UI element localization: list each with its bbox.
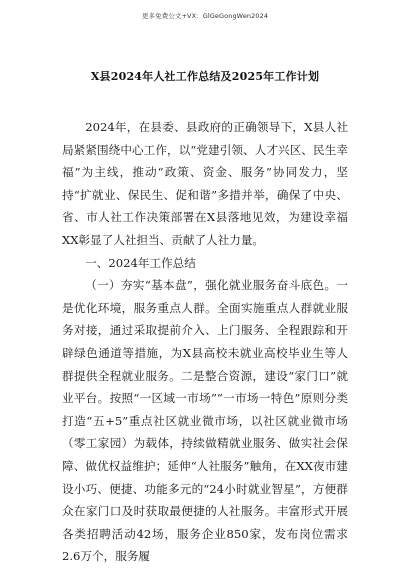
header-note: 更多免费公文+VX：GlGeGongWen2024 — [141, 12, 269, 20]
intro-paragraph: 2024年，在县委、县政府的正确领导下，X县人社局紧紧围绕中心工作，以“党建引领、人才兴区、民生幸福”为主线，推动“政策、资金、服务”协同发力，坚持“扩就业、保民生、促和谐”多措并举，确保了中央、省、市人社工作决策部署在X县落地见效，为建设幸福XX彰显了人社担当、贡献了人社力量。 — [62, 120, 348, 247]
section-heading: 一、2024年工作总结 — [85, 255, 196, 270]
document-body — [62, 116, 348, 568]
body-paragraph: （一）夯实“基本盘”，强化就业服务奋斗底色。一是优化环境，服务重点人群。全面实施重点人群就业服务对接，通过采取提前介入、上门服务、全程跟踪和开辟绿色通道等措施，为X县高校未就业高校毕业生等人群提供全程就业服务。二是整合资源，建设“家门口”就业平台。按照“一区域一市场”“一市场一特色”原则分类打造“五+5”重点社区就业微市场，以社区就业微市场（零工家园）为载体，持续做精就业服务、做实社会保障、做优权益维护；延伸“人社服务”触角，在XX夜市建设小巧、便捷、功能多元的“24小时就业智星”，方便群众在家门口及时获取最便捷的人社服务。丰富形式开展各类招聘活动42场，服务企业850家，发布岗位需求2.6万个，服务履 — [62, 278, 348, 564]
document-title: X县2024年人社工作总结及2025年工作计划 — [90, 70, 320, 83]
